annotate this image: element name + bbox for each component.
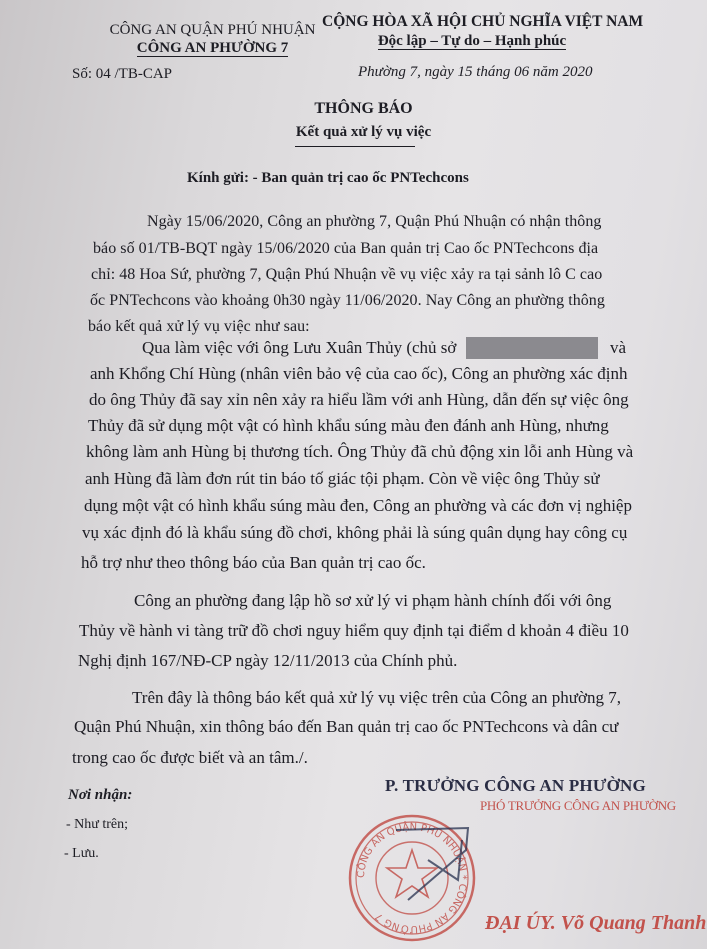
seal-text: CÔNG AN QUẬN PHÚ NHUẬN * CÔNG AN PHƯỜNG 7 — [355, 821, 469, 935]
recipients-item: - Lưu. — [64, 846, 99, 861]
recipient: Kính gửi: - Ban quản trị cao ốc PNTechcons — [187, 170, 469, 186]
p4-line: Quận Phú Nhuận, xin thông báo đến Ban quản trị cao ốc PNTechcons và dân cư — [74, 717, 619, 736]
signer-name: ĐẠI ÚY. Võ Quang Thanh — [485, 912, 707, 934]
motto — [322, 33, 622, 50]
stamp-title — [480, 798, 676, 814]
p3-line: Thủy về hành vi tàng trữ đồ chơi nguy hiểm quy định tại điểm d khoản 4 điều 10 — [79, 621, 629, 640]
notice-subtitle: Kết quả xử lý vụ việc — [295, 124, 432, 140]
notice-title: THÔNG BÁO — [314, 100, 413, 117]
motto-text: Độc lập – Tự do – Hạnh phúc — [377, 33, 567, 49]
p2-line: dụng một vật có hình khẩu súng màu đen, Công an phường và các đơn vị nghiệp — [84, 496, 632, 515]
p2-line: vụ xác định đó là khẩu súng đồ chơi, không phải là súng quân dụng hay công cụ — [82, 523, 628, 542]
p2-line: không làm anh Hùng bị thương tích. Ông Thủy đã chủ động xin lỗi anh Hùng và — [86, 442, 634, 461]
p2-line: hỗ trợ như theo thông báo của Ban quản trị cao ốc. — [81, 553, 426, 572]
p4-line: Trên đây là thông báo kết quả xử lý vụ việc trên của Công an phường 7, — [132, 688, 621, 707]
country-name: CỘNG HÒA XÃ HỘI CHỦ NGHĨA VIỆT NAM — [322, 13, 644, 30]
p2-first-line: Qua làm việc với ông Lưu Xuân Thủy (chủ sở — [142, 338, 457, 357]
stamp-title-text: PHÓ TRƯỞNG CÔNG AN PHƯỜNG — [480, 798, 676, 813]
p4-line: trong cao ốc được biết và an tâm./. — [72, 748, 308, 767]
doc-number: Số: 04 /TB-CAP — [72, 66, 173, 82]
agency-parent: CÔNG AN QUẬN PHÚ NHUẬN — [109, 22, 316, 38]
p3-line: Nghị định 167/NĐ-CP ngày 12/11/2013 của Chính phủ. — [78, 651, 458, 670]
p3-line: Công an phường đang lập hồ sơ xử lý vi phạm hành chính đối với ông — [134, 591, 612, 610]
p1-line: báo kết quả xử lý vụ việc như sau: — [88, 318, 310, 335]
p1-line: ốc PNTechcons vào khoảng 0h30 ngày 11/06/2020. Nay Công an phường thông — [90, 292, 605, 309]
p2-line: Thủy đã sử dụng một vật có hình khẩu súng màu đen đánh anh Hùng, nhưng — [88, 416, 609, 435]
redaction-box — [466, 337, 598, 359]
p1-line: báo số 01/TB-BQT ngày 15/06/2020 của Ban quản trị Cao ốc PNTechcons địa — [93, 240, 599, 257]
agency-name-text: CÔNG AN PHƯỜNG 7 — [136, 40, 289, 56]
p1-line: Ngày 15/06/2020, Công an phường 7, Quận Phú Nhuận có nhận thông — [147, 213, 602, 230]
signature-title: P. TRƯỞNG CÔNG AN PHƯỜNG — [385, 776, 646, 795]
recipients-label: Nơi nhận: — [68, 787, 133, 803]
agency-name — [105, 40, 320, 57]
p1-line: chỉ: 48 Hoa Sứ, phường 7, Quận Phú Nhuận về vụ việc xảy ra tại sảnh lô C cao — [91, 266, 603, 283]
place-date: Phường 7, ngày 15 tháng 06 năm 2020 — [358, 64, 593, 80]
title-divider — [295, 146, 415, 147]
p2-line: do ông Thủy đã say xỉn nên xảy ra hiểu lầm với anh Hùng, dẫn đến sự việc ông — [89, 390, 629, 409]
signature-scribble — [388, 820, 478, 910]
p2-line: anh Hùng đã làm đơn rút tin báo tố giác tội phạm. Còn về việc ông Thủy sử — [85, 469, 600, 488]
p2-line: anh Khổng Chí Hùng (nhân viên bảo vệ của cao ốc), Công an phường xác định — [90, 364, 628, 383]
recipients-item: - Như trên; — [66, 817, 129, 832]
p2-first-line-end: và — [610, 338, 627, 357]
